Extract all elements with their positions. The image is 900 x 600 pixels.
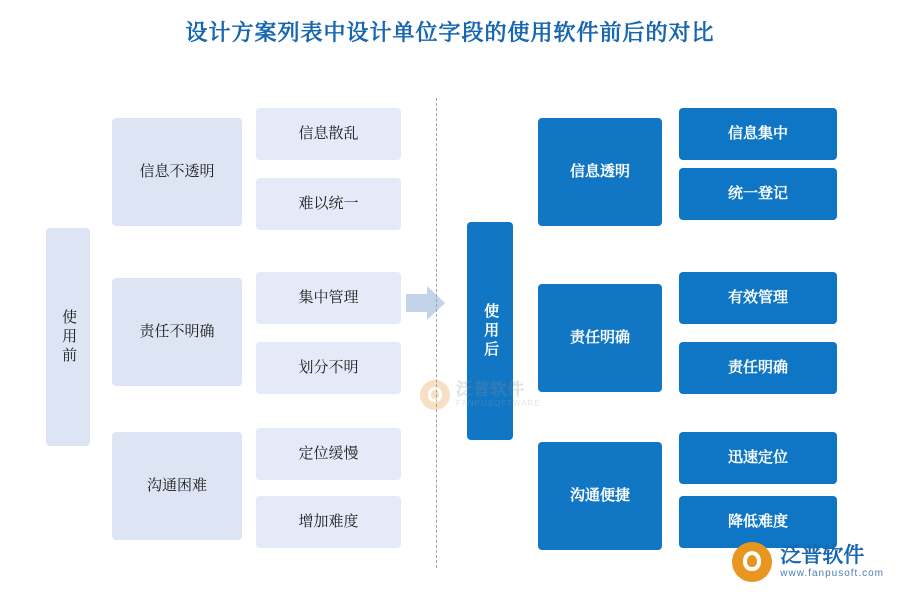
watermark-name: 泛普软件 [456,380,524,400]
before-group-title-2: 责任不明确 [112,278,242,386]
before-detail-2-2: 划分不明 [256,342,401,394]
before-detail-1-1: 信息散乱 [256,108,401,160]
watermark-logo-icon [420,380,450,410]
before-detail-3-2: 增加难度 [256,496,401,548]
before-label: 使用前 [46,228,90,446]
after-detail-3-2: 降低难度 [679,496,837,548]
after-group-title-3: 沟通便捷 [538,442,662,550]
after-group-title-1: 信息透明 [538,118,662,226]
after-detail-3-1: 迅速定位 [679,432,837,484]
brand-logo [732,542,884,582]
after-label: 使用后 [467,222,513,440]
before-group-title-1: 信息不透明 [112,118,242,226]
after-detail-2-2: 责任明确 [679,342,837,394]
before-detail-2-1: 集中管理 [256,272,401,324]
before-detail-1-2: 难以统一 [256,178,401,230]
after-group-title-2: 责任明确 [538,284,662,392]
brand-name: 泛普软件 [780,544,865,568]
section-divider [436,98,437,568]
before-group-title-3: 沟通困难 [112,432,242,540]
watermark-sub: FANPUSOFTWARE [456,398,541,408]
brand-logo-icon [732,542,772,582]
after-detail-1-1: 信息集中 [679,108,837,160]
after-detail-2-1: 有效管理 [679,272,837,324]
brand-url: www.fanpusoft.com [780,568,884,580]
page-title: 设计方案列表中设计单位字段的使用软件前后的对比 [185,20,715,45]
before-detail-3-1: 定位缓慢 [256,428,401,480]
after-detail-1-2: 统一登记 [679,168,837,220]
